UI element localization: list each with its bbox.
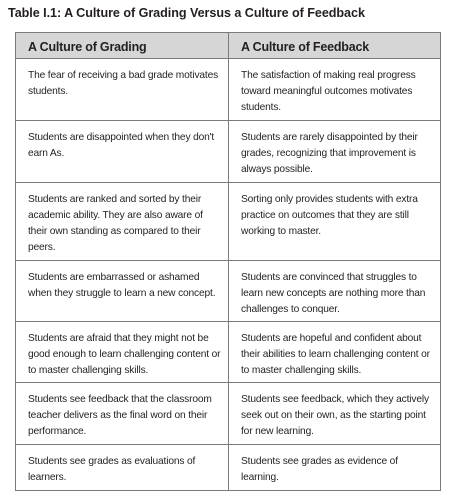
grading-cell: Students are ranked and sorted by their academic ability. They are also aware of their own standing as compared to their peers. xyxy=(28,194,203,253)
table-row xyxy=(16,444,440,490)
grading-cell: Students are embarrassed or ashamed when they struggle to learn a new concept. xyxy=(28,272,216,299)
column-header-grading: A Culture of Grading xyxy=(16,33,228,58)
feedback-cell: Students are convinced that struggles to learn new concepts are nothing more than challenges to conquer. xyxy=(228,261,440,321)
feedback-cell: Sorting only provides students with extra practice on outcomes that they are still working to master. xyxy=(228,183,440,260)
comparison-table xyxy=(15,32,441,491)
table-header-row xyxy=(16,33,440,58)
table-row xyxy=(16,382,440,444)
grading-cell: Students are disappointed when they don't earn As. xyxy=(28,132,215,159)
table-caption: Table I.1: A Culture of Grading Versus a Culture of Feedback xyxy=(8,6,365,20)
feedback-cell: Students see feedback, which they actively seek out on their own, as the starting point for new learning. xyxy=(228,383,440,444)
table-row xyxy=(16,321,440,382)
grading-cell: Students see feedback that the classroom teacher delivers as the final word on their performance. xyxy=(28,394,212,437)
grading-cell: The fear of receiving a bad grade motivates students. xyxy=(28,70,219,97)
grading-cell: Students are afraid that they might not be good enough to learn challenging content or to master challenging skills. xyxy=(28,333,221,376)
table-row xyxy=(16,260,440,321)
table-row xyxy=(16,120,440,182)
table-row xyxy=(16,182,440,260)
feedback-cell: Students are rarely disappointed by their grades, recognizing that improvement is always possible. xyxy=(228,121,440,182)
table-row xyxy=(16,58,440,120)
feedback-cell: Students are hopeful and confident about their abilities to learn challenging content or to master challenging skills. xyxy=(228,322,440,382)
column-header-feedback: A Culture of Feedback xyxy=(228,33,440,58)
grading-cell: Students see grades as evaluations of learners. xyxy=(28,456,196,483)
feedback-cell: Students see grades as evidence of learning. xyxy=(228,445,440,490)
feedback-cell: The satisfaction of making real progress toward meaningful outcomes motivates students. xyxy=(228,59,440,120)
